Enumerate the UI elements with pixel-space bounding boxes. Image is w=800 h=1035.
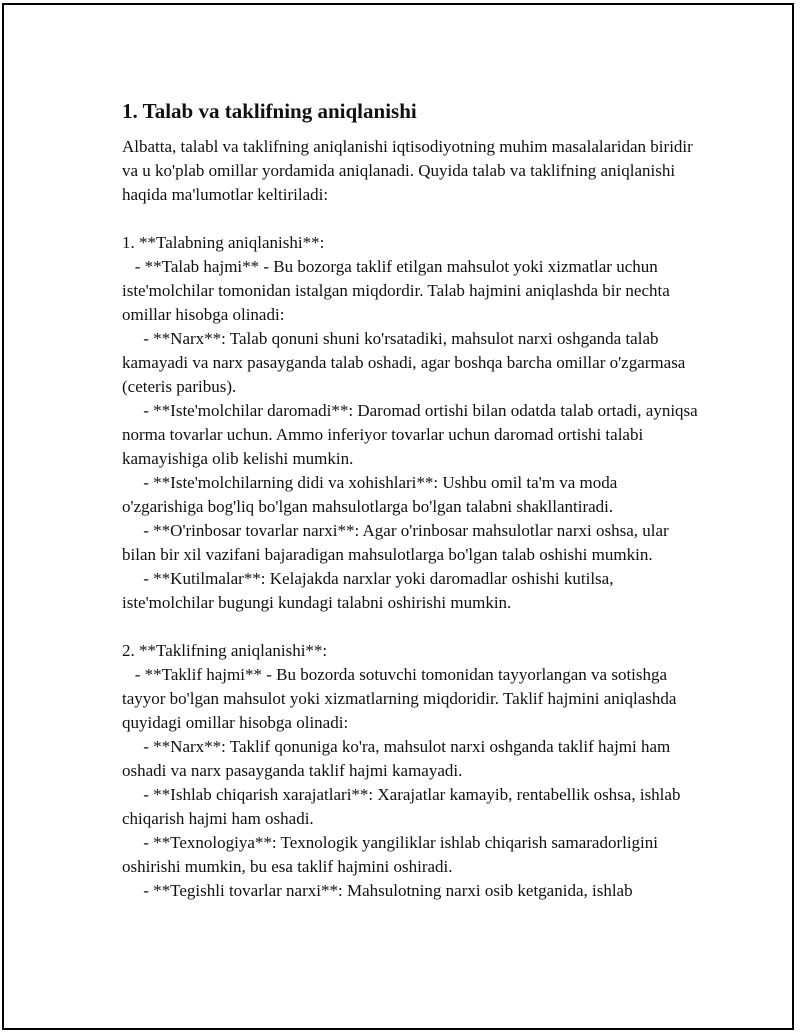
page-border bbox=[2, 3, 794, 1030]
body-text: Albatta, talabl va taklifning aniqlanishi iqtisodiyotning muhim masalalaridan biridir va u ko'plab omillar yordamida aniqlanadi. Quyida talab va taklifning aniqlanishi haqida ma'lumotlar keltiriladi: 1. **Talabning aniqlanishi**: - **Talab hajmi** - Bu bozorga taklif etilgan mahsulot yoki xizmatlar uchun iste'molchilar tomonidan istalgan miqdordir. Talab hajmini aniqlashda bir nechta omillar hisobga olinadi: - **Narx**: Talab qonuni shuni ko'rsatadiki, mahsulot narxi oshganda talab kamayadi va narx pasayganda talab oshadi, agar boshqa barcha omillar o'zgarmasa (ceteris paribus). - **Iste'molchilar daromadi**: Daromad ortishi bilan odatda talab ortadi, ayniqsa norma tovarlar uchun. Ammo inferiyor tovarlar uchun daromad ortishi talabi kamayishiga olib kelishi mumkin. - **Iste'molchilarning didi va xohishlari**: Ushbu omil ta'm va moda o'zgarishiga bog'liq bo'lgan mahsulotlarga bo'lgan talabni shakllantiradi. - **O'rinbosar tovarlar narxi**: Agar o'rinbosar mahsulotlar narxi oshsa, ular bilan bir xil vazifani bajaradigan mahsulotlarga bo'lgan talab oshishi mumkin. - **Kutilmalar**: Kelajakda narxlar yoki daromadlar oshishi kutilsa, iste'molchilar bugungi kundagi talabni oshirishi mumkin. 2. **Taklifning aniqlanishi**: - **Taklif hajmi** - Bu bozorda sotuvchi tomonidan tayyorlangan va sotishga tayyor bo'lgan mahsulot yoki xizmatlarning miqdoridir. Taklif hajmini aniqlashda quyidagi omillar hisobga olinadi: - **Narx**: Taklif qonuniga ko'ra, mahsulot narxi oshganda taklif hajmi ham oshadi va narx pasayganda taklif hajmi kamayadi. - **Ishlab chiqarish xarajatlari**: Xarajatlar kamayib, rentabellik oshsa, ishlab chiqarish hajmi ham oshadi. - **Texnologiya**: Texnologik yangiliklar ishlab chiqarish samaradorligini oshirishi mumkin, bu esa taklif hajmini oshiradi. - **Tegishli tovarlar narxi**: Mahsulotning narxi osib ketganida, ishlab bbox=[122, 137, 698, 900]
section-heading: 1. Talab va taklifning aniqlanishi bbox=[122, 99, 417, 123]
document-content bbox=[122, 97, 702, 903]
